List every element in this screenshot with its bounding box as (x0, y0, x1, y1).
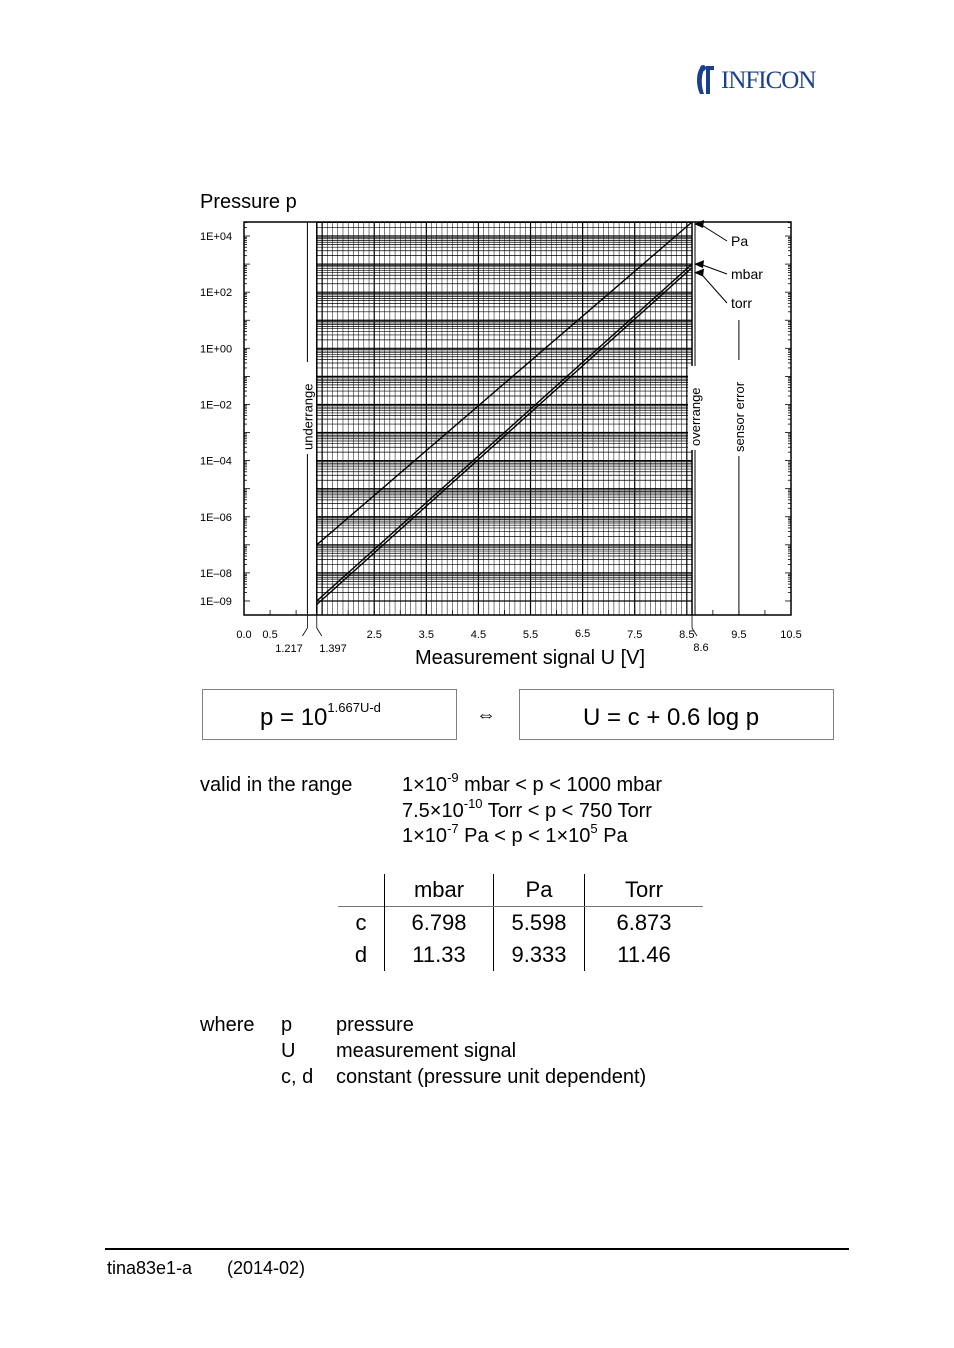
x-tick-label: 8.5 (679, 629, 695, 641)
y-tick-label: 1E–08 (200, 567, 232, 580)
table-cell: 5.598 (494, 907, 585, 940)
x-special-tick (302, 628, 307, 636)
x-tick-label: 4.5 (470, 629, 487, 641)
footer-date: (2014-02) (227, 1258, 306, 1278)
x-special-tick (317, 628, 322, 636)
legend-symbol-cd: c, d (281, 1066, 314, 1088)
table-row (338, 907, 703, 940)
validity-line-pa: $1\times 10^{-7}$ $Pa < p < 1\times 10^5$ Pa (402, 821, 628, 847)
series-label-arrow (700, 273, 727, 303)
column-header-pa: Pa (494, 874, 585, 907)
brand-name: INFICON (721, 67, 816, 94)
x-special-label-underrange: 1.217 (275, 643, 303, 655)
row-label-c: c (338, 907, 385, 940)
chart-grid (317, 222, 692, 615)
legend-symbol-u: U (281, 1040, 296, 1062)
equivalence-symbol: ⇔ (476, 704, 496, 726)
x-tick-label: 0.5 (262, 629, 278, 641)
footer-doc-id: tina83e1-a (107, 1258, 193, 1278)
constants-table (338, 874, 703, 971)
series-label-mbar: mbar (731, 266, 763, 282)
column-header-mbar: mbar (385, 874, 494, 907)
legend-meaning-cd: constant (pressure unit dependent) (336, 1066, 647, 1088)
validity-line-mbar: $1\times 10^{-9}$ mbar < p < 1000 mbar (402, 770, 663, 796)
series-label-arrow (700, 264, 727, 274)
table-header-row (338, 874, 703, 907)
formula-pressure-exponent: 1.667U-d (327, 700, 381, 715)
x-tick-label: 3.5 (418, 629, 434, 641)
table-row (338, 939, 703, 971)
table-cell: 6.798 (385, 907, 494, 940)
footer-divider (105, 1248, 849, 1250)
legend-label: where (200, 1014, 255, 1036)
y-tick-label: 1E–09 (200, 595, 232, 608)
validity-line-torr: $7.5\times 10^{-10}$ Torr < p < 750 Torr (402, 796, 652, 822)
series-label-torr: torr (731, 295, 752, 311)
series-label-arrow (700, 224, 727, 241)
legend-symbol-p: p (281, 1014, 293, 1036)
y-tick-label: 1E+00 (200, 343, 233, 356)
formula-signal: U = c + 0.6 log p (583, 704, 760, 731)
series-label-pa: Pa (731, 233, 749, 249)
x-special-label-min: 1.397 (319, 643, 347, 655)
row-label-d: d (338, 939, 385, 971)
formula-pressure-base: p = 10 (260, 704, 328, 731)
column-header-torr: Torr (585, 874, 704, 907)
y-tick-label: 1E–02 (200, 399, 232, 412)
formula-signal-box (519, 689, 834, 740)
y-axis-title: Pressure p (200, 191, 297, 213)
region-label-sensor-error: sensor error (731, 381, 747, 452)
x-tick-label: 0.0 (236, 629, 252, 641)
table-cell: 11.33 (385, 939, 494, 971)
formula-pressure-box (202, 689, 457, 740)
region-label-overrange: overrange (688, 387, 704, 446)
y-tick-label: 1E+04 (200, 231, 233, 244)
legend-meaning-u: measurement signal (336, 1040, 517, 1062)
region-label-underrange: underrange (300, 383, 316, 450)
legend-meaning-p: pressure (336, 1014, 414, 1036)
y-tick-label: 1E–04 (200, 455, 232, 468)
x-tick-label: 2.5 (366, 629, 382, 641)
x-tick-label: 5.5 (522, 629, 539, 641)
chart-labels (200, 220, 802, 655)
x-tick-label: 6.5 (574, 628, 591, 640)
x-tick-label: 9.5 (731, 629, 747, 641)
x-tick-label: 7.5 (627, 629, 643, 641)
y-tick-label: 1E+02 (200, 287, 233, 300)
x-tick-label: 10.5 (780, 629, 802, 641)
table-cell: 11.46 (617, 942, 671, 967)
table-cell: 9.333 (494, 939, 585, 971)
y-tick-label: 1E–06 (200, 511, 232, 524)
x-special-label-max: 8.6 (693, 642, 709, 654)
table-cell: 6.873 (616, 910, 672, 935)
x-axis-title: Measurement signal U [V] (414, 647, 646, 669)
validity-label: valid in the range (200, 774, 353, 796)
